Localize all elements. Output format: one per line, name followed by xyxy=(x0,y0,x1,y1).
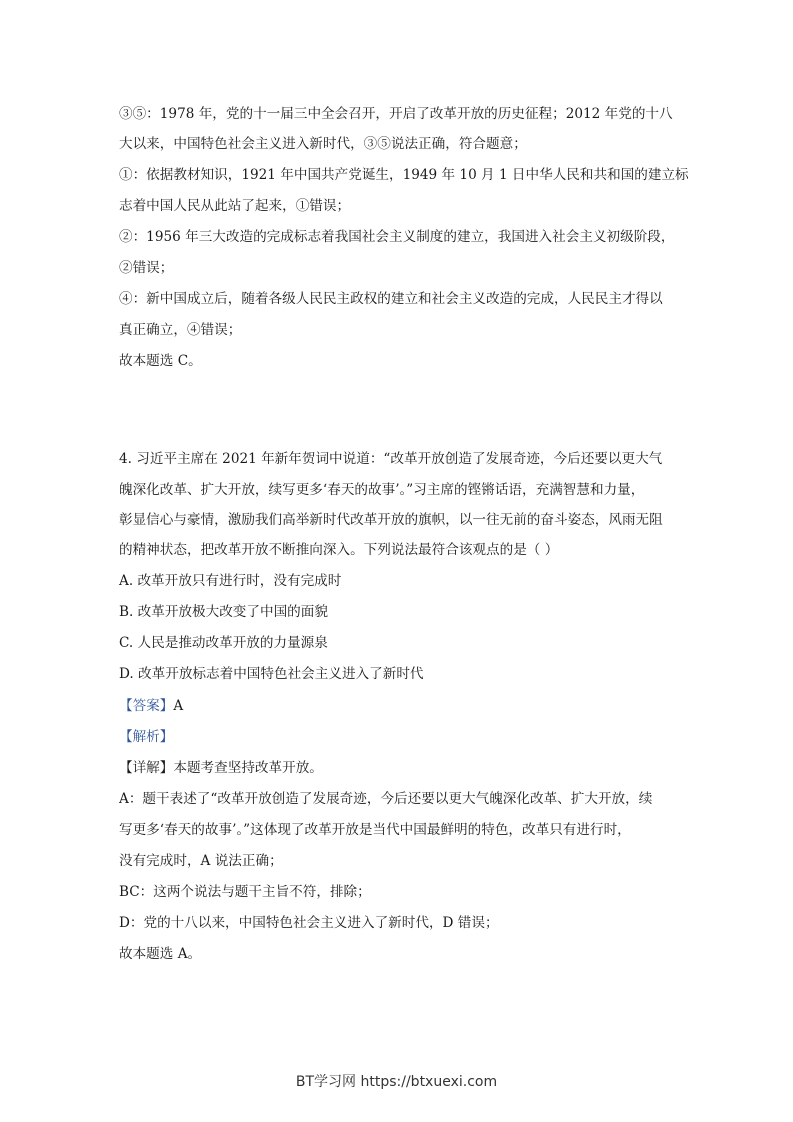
analysis-a-line-3: 没有完成时，A 说法正确； xyxy=(119,853,283,869)
analysis-a-line-2: 写更多‘春天的故事’。”这体现了改革开放是当代中国最鲜明的特色，改革只有进行时， xyxy=(119,822,631,838)
detail-line xyxy=(119,758,689,778)
prev-analysis-line-2: 大以来，中国特色社会主义进入新时代，③⑤说法正确，符合题意； xyxy=(119,136,527,152)
prev-analysis-line-1: ③⑤：1978 年，党的十一届三中全会召开，开启了改革开放的历史征程；2012 年党的十八 xyxy=(119,106,673,122)
answer-line xyxy=(119,696,689,716)
prev-analysis-line-8: 真正确立，④错误； xyxy=(119,322,242,338)
prev-analysis-conclusion: 故本题选 C。 xyxy=(119,353,202,369)
analysis-label: 【解析】 xyxy=(119,729,174,745)
analysis-d: D：党的十八以来，中国特色社会主义进入了新时代，D 错误； xyxy=(119,915,499,931)
prev-analysis-line-5: ②：1956 年三大改造的完成标志着我国社会主义制度的建立，我国进入社会主义初级阶段， xyxy=(119,229,675,245)
question-4-stem-line-4: 的精神状态，把改革开放不断推向深入。下列说法最符合该观点的是（ ） xyxy=(119,542,559,558)
option-b: B. 改革开放极大改变了中国的面貌 xyxy=(119,604,328,620)
option-c: C. 人民是推动改革开放的力量源泉 xyxy=(119,635,328,651)
option-d: D. 改革开放标志着中国特色社会主义进入了新时代 xyxy=(119,666,424,682)
answer-label: 【答案】 xyxy=(119,698,174,714)
footer-watermark: BT学习网 https://btxuexi.com xyxy=(295,1074,498,1090)
analysis-a-line-1: A：题干表述了“改革开放创造了发展奇迹，今后还要以更大气魄深化改革、扩大开放，续 xyxy=(119,791,653,807)
prev-analysis-line-6: ②错误； xyxy=(119,260,174,276)
analysis-heading xyxy=(119,727,689,747)
question-4-conclusion: 故本题选 A。 xyxy=(119,946,202,962)
prev-analysis-line-7: ④：新中国成立后，随着各级人民民主政权的建立和社会主义改造的完成，人民民主才得以 xyxy=(119,291,663,307)
answer-value: A xyxy=(173,698,184,714)
analysis-bc: BC：这两个说法与题干主旨不符，排除； xyxy=(119,884,371,900)
detail-text: 本题考查坚持改革开放。 xyxy=(173,760,323,776)
question-4-stem-line-3: 彰显信心与豪情，激励我们高举新时代改革开放的旗帜，以一往无前的奋斗姿态，风雨无阻 xyxy=(119,512,663,528)
detail-label: 【详解】 xyxy=(119,760,174,776)
question-4-stem-line-2: 魄深化改革、扩大开放，续写更多‘春天的故事’。”习主席的铿锵话语，充满智慧和力量， xyxy=(119,482,645,498)
option-a: A. 改革开放只有进行时，没有完成时 xyxy=(119,573,342,589)
prev-analysis-line-4: 志着中国人民从此站了起来，①错误； xyxy=(119,198,351,214)
question-4-stem-line-1: 4. 习近平主席在 2021 年新年贺词中说道：“改革开放创造了发展奇迹，今后还要以更大气 xyxy=(119,451,663,467)
prev-analysis-line-3: ①：依据教材知识，1921 年中国共产党诞生，1949 年 10 月 1 日中华人民和共和国的建立标 xyxy=(119,167,689,183)
